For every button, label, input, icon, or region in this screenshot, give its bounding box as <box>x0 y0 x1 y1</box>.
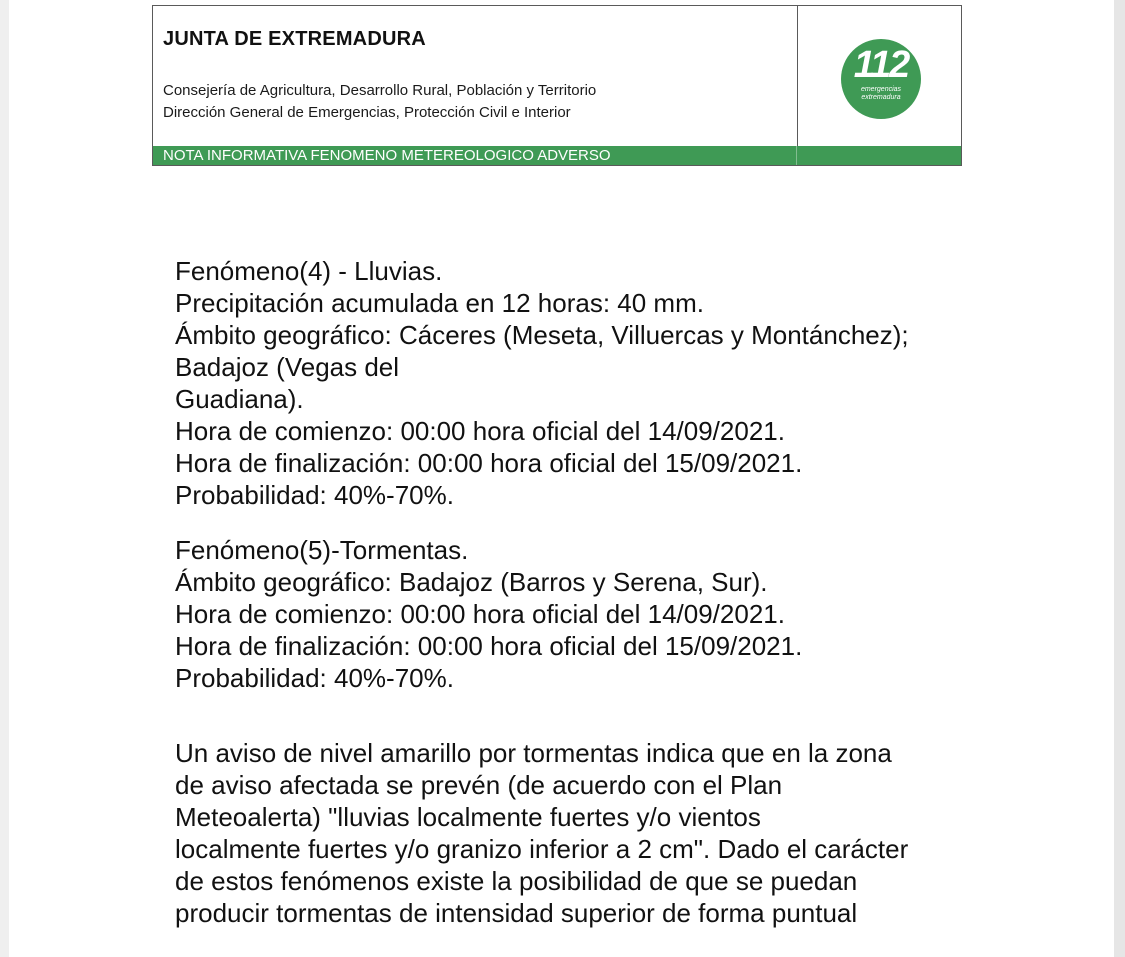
directorate-line: Dirección General de Emergencias, Protección Civil e Interior <box>163 104 571 121</box>
text-line: Hora de comienzo: 00:00 hora oficial del 14/09/2021. <box>175 416 785 446</box>
text-line: Precipitación acumulada en 12 horas: 40 mm. <box>175 288 704 318</box>
text-line: Un aviso de nivel amarillo por tormentas indica que en la zona <box>175 738 892 768</box>
text-line: de aviso afectada se prevén (de acuerdo con el Plan <box>175 770 783 800</box>
department-line: Consejería de Agricultura, Desarrollo Rural, Población y Territorio <box>163 82 597 99</box>
text-line: de estos fenómenos existe la posibilidad de que se puedan <box>175 866 858 896</box>
text-line: Guadiana). <box>175 384 304 414</box>
document-page <box>9 0 1114 957</box>
text-line: Fenómeno(4) - Lluvias. <box>175 256 443 286</box>
header-org-cell <box>153 6 798 146</box>
document-header <box>152 5 962 166</box>
text-line: localmente fuertes y/o granizo inferior a 2 cm". Dado el carácter <box>175 834 909 864</box>
text-line: Badajoz (Vegas del <box>175 352 400 382</box>
note-title: NOTA INFORMATIVA FENOMENO METEREOLOGICO ADVERSO <box>163 147 611 164</box>
logo-number: 112 <box>853 44 909 86</box>
text-line: Hora de finalización: 00:00 hora oficial del 15/09/2021. <box>175 631 803 661</box>
text-line: Meteoalerta) "lluvias localmente fuertes y/o vientos <box>175 802 761 832</box>
text-line: Ámbito geográfico: Cáceres (Meseta, Villuercas y Montánchez); <box>175 320 909 350</box>
112-emergencias-logo <box>841 39 921 119</box>
phenomenon-4-block <box>175 255 909 511</box>
text-line: Hora de comienzo: 00:00 hora oficial del 14/09/2021. <box>175 599 785 629</box>
yellow-warning-notice <box>175 737 908 929</box>
text-line: Probabilidad: 40%-70%. <box>175 480 454 510</box>
text-line: producir tormentas de intensidad superior de forma puntual <box>175 898 858 928</box>
text-line: Ámbito geográfico: Badajoz (Barros y Serena, Sur). <box>175 567 768 597</box>
logo-subtitle: extremadura <box>861 94 901 101</box>
phenomenon-5-block <box>175 534 802 694</box>
header-logo-cell <box>798 6 962 146</box>
page-edge <box>1114 0 1125 957</box>
logo-subtitle: emergencias <box>860 86 902 93</box>
note-title-bar <box>153 146 961 165</box>
org-title: JUNTA DE EXTREMADURA <box>163 28 426 50</box>
bar-divider <box>796 146 797 165</box>
text-line: Fenómeno(5)-Tormentas. <box>175 535 469 565</box>
text-line: Hora de finalización: 00:00 hora oficial del 15/09/2021. <box>175 448 803 478</box>
text-line: Probabilidad: 40%-70%. <box>175 663 454 693</box>
